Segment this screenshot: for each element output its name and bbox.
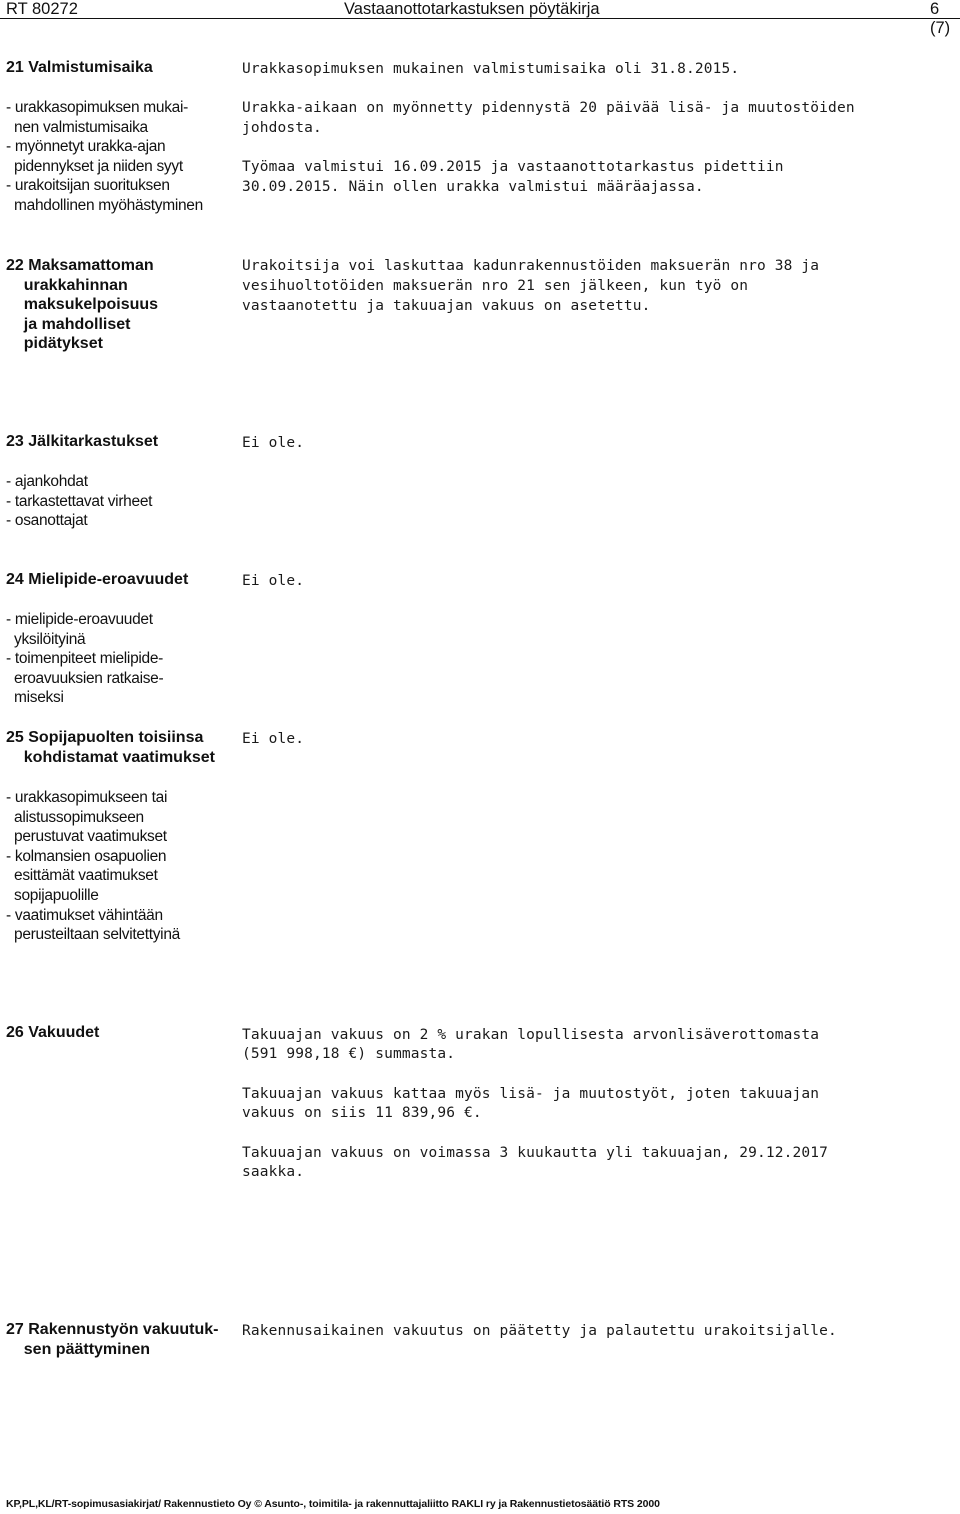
section-25-title-line: 25 Sopijapuolten toisiinsa bbox=[6, 729, 204, 746]
section-23-text: Ei ole. bbox=[242, 435, 305, 451]
section-27-title-line: 27 Rakennustyön vakuutuk- bbox=[6, 1321, 219, 1338]
section-22-title-line: maksukelpoisuus bbox=[6, 296, 159, 313]
document-title: Vastaanottotarkastuksen pöytäkirja bbox=[344, 0, 600, 18]
section-23-subitem: - ajankohdat bbox=[6, 473, 88, 490]
footer-copyright: KP,PL,KL/RT-sopimusasiakirjat/ Rakennustieto Oy © Asunto-, toimitila- ja rakennuttajaliitto RAKLI ry ja Rakennustietosäätiö RTS 2000 bbox=[6, 1498, 660, 1510]
section-21-text-line: Urakkasopimuksen mukainen valmistumisaika oli 31.8.2015. bbox=[242, 61, 740, 77]
section-21-subitem: - urakkasopimuksen mukai- bbox=[6, 99, 189, 116]
section-22-title-line: ja mahdolliset bbox=[6, 315, 131, 333]
section-23-subitem: - osanottajat bbox=[6, 512, 88, 530]
section-25-subitem: - kolmansien osapuolien bbox=[6, 847, 167, 865]
section-25-subitem: perusteiltaan selvitettyinä bbox=[6, 926, 180, 944]
section-26-text-line: Takuuajan vakuus on voimassa 3 kuukautta yli takuuajan, 29.12.2017 bbox=[242, 1145, 829, 1161]
section-25-subitems bbox=[6, 788, 180, 945]
section-21-subitem: - myönnetyt urakka-ajan bbox=[6, 138, 166, 156]
section-22-title-line: urakkahinnan bbox=[6, 276, 128, 294]
section-21-text-line: Työmaa valmistui 16.09.2015 ja vastaanottotarkastus pidettiin bbox=[242, 159, 784, 175]
section-21-subitem: pidennykset ja niiden syyt bbox=[6, 157, 183, 175]
section-21-text-line: Urakka-aikaan on myönnetty pidennystä 20 päivää lisä- ja muutostöiden bbox=[242, 100, 855, 116]
section-22-text-line: vesihuoltotöiden maksuerän nro 21 sen jälkeen, kun työ on bbox=[242, 278, 749, 294]
section-24-subitem: - toimenpiteet mielipide- bbox=[6, 650, 164, 668]
section-23-subitems bbox=[6, 472, 152, 531]
section-26-title: 26 Vakuudet bbox=[6, 1024, 100, 1041]
section-26-text-line: Takuuajan vakuus on 2 % urakan lopullisesta arvonlisäverottomasta bbox=[242, 1027, 820, 1043]
section-25-subitem: esittämät vaatimukset bbox=[6, 867, 158, 885]
section-24-subitem: yksilöityinä bbox=[6, 630, 86, 648]
section-25-subitem: sopijapuolille bbox=[6, 886, 99, 904]
section-26-text-line: vakuus on siis 11 839,96 €. bbox=[242, 1105, 482, 1121]
section-24-text: Ei ole. bbox=[242, 573, 305, 589]
section-25-subitem: - vaatimukset vähintään bbox=[6, 906, 163, 924]
section-23-subitem: - tarkastettavat virheet bbox=[6, 492, 153, 510]
section-21-subitem: mahdollinen myöhästyminen bbox=[6, 196, 203, 214]
section-21-subitem: nen valmistumisaika bbox=[6, 118, 148, 136]
section-26-text-line: (591 998,18 €) summasta. bbox=[242, 1046, 456, 1062]
header-divider bbox=[0, 18, 960, 19]
section-21-text-line: 30.09.2015. Näin ollen urakka valmistui määräajassa. bbox=[242, 179, 704, 195]
section-21-subitem: - urakoitsijan suorituksen bbox=[6, 177, 170, 195]
section-25-subitem: - urakkasopimukseen tai bbox=[6, 789, 168, 806]
section-27-title-line: sen päättyminen bbox=[6, 1340, 151, 1358]
section-25-subitem: alistussopimukseen bbox=[6, 808, 144, 826]
section-22-text-line: Urakoitsija voi laskuttaa kadunrakennustöiden maksuerän nro 38 ja bbox=[242, 258, 820, 274]
section-25-title bbox=[6, 728, 215, 767]
section-27-title bbox=[6, 1320, 219, 1359]
section-22-text-line: vastaanotettu ja takuuajan vakuus on asetettu. bbox=[242, 298, 651, 314]
section-22-title-line: 22 Maksamattoman bbox=[6, 257, 154, 274]
section-24-subitems bbox=[6, 610, 163, 708]
section-21-title: 21 Valmistumisaika bbox=[6, 59, 153, 76]
section-25-subitem: perustuvat vaatimukset bbox=[6, 828, 167, 846]
section-22-title bbox=[6, 256, 158, 354]
section-24-subitem: miseksi bbox=[6, 689, 64, 707]
section-24-subitem: - mielipide-eroavuudet bbox=[6, 611, 153, 628]
section-21-subitems bbox=[6, 98, 203, 216]
section-22-title-line: pidätykset bbox=[6, 335, 103, 352]
section-26-text-line: saakka. bbox=[242, 1164, 305, 1180]
section-24-title: 24 Mielipide-eroavuudet bbox=[6, 571, 189, 588]
document-code: RT 80272 bbox=[6, 0, 78, 18]
section-21-text-line: johdosta. bbox=[242, 120, 322, 136]
section-25-title-line: kohdistamat vaatimukset bbox=[6, 748, 215, 766]
section-27-text: Rakennusaikainen vakuutus on päätetty ja palautettu urakoitsijalle. bbox=[242, 1323, 837, 1339]
section-25-text: Ei ole. bbox=[242, 731, 305, 747]
section-23-title: 23 Jälkitarkastukset bbox=[6, 433, 159, 450]
section-26-text-line: Takuuajan vakuus kattaa myös lisä- ja muutostyöt, joten takuuajan bbox=[242, 1086, 820, 1102]
section-24-subitem: eroavuuksien ratkaise- bbox=[6, 669, 164, 687]
page-number: 6 (7) bbox=[930, 0, 951, 37]
